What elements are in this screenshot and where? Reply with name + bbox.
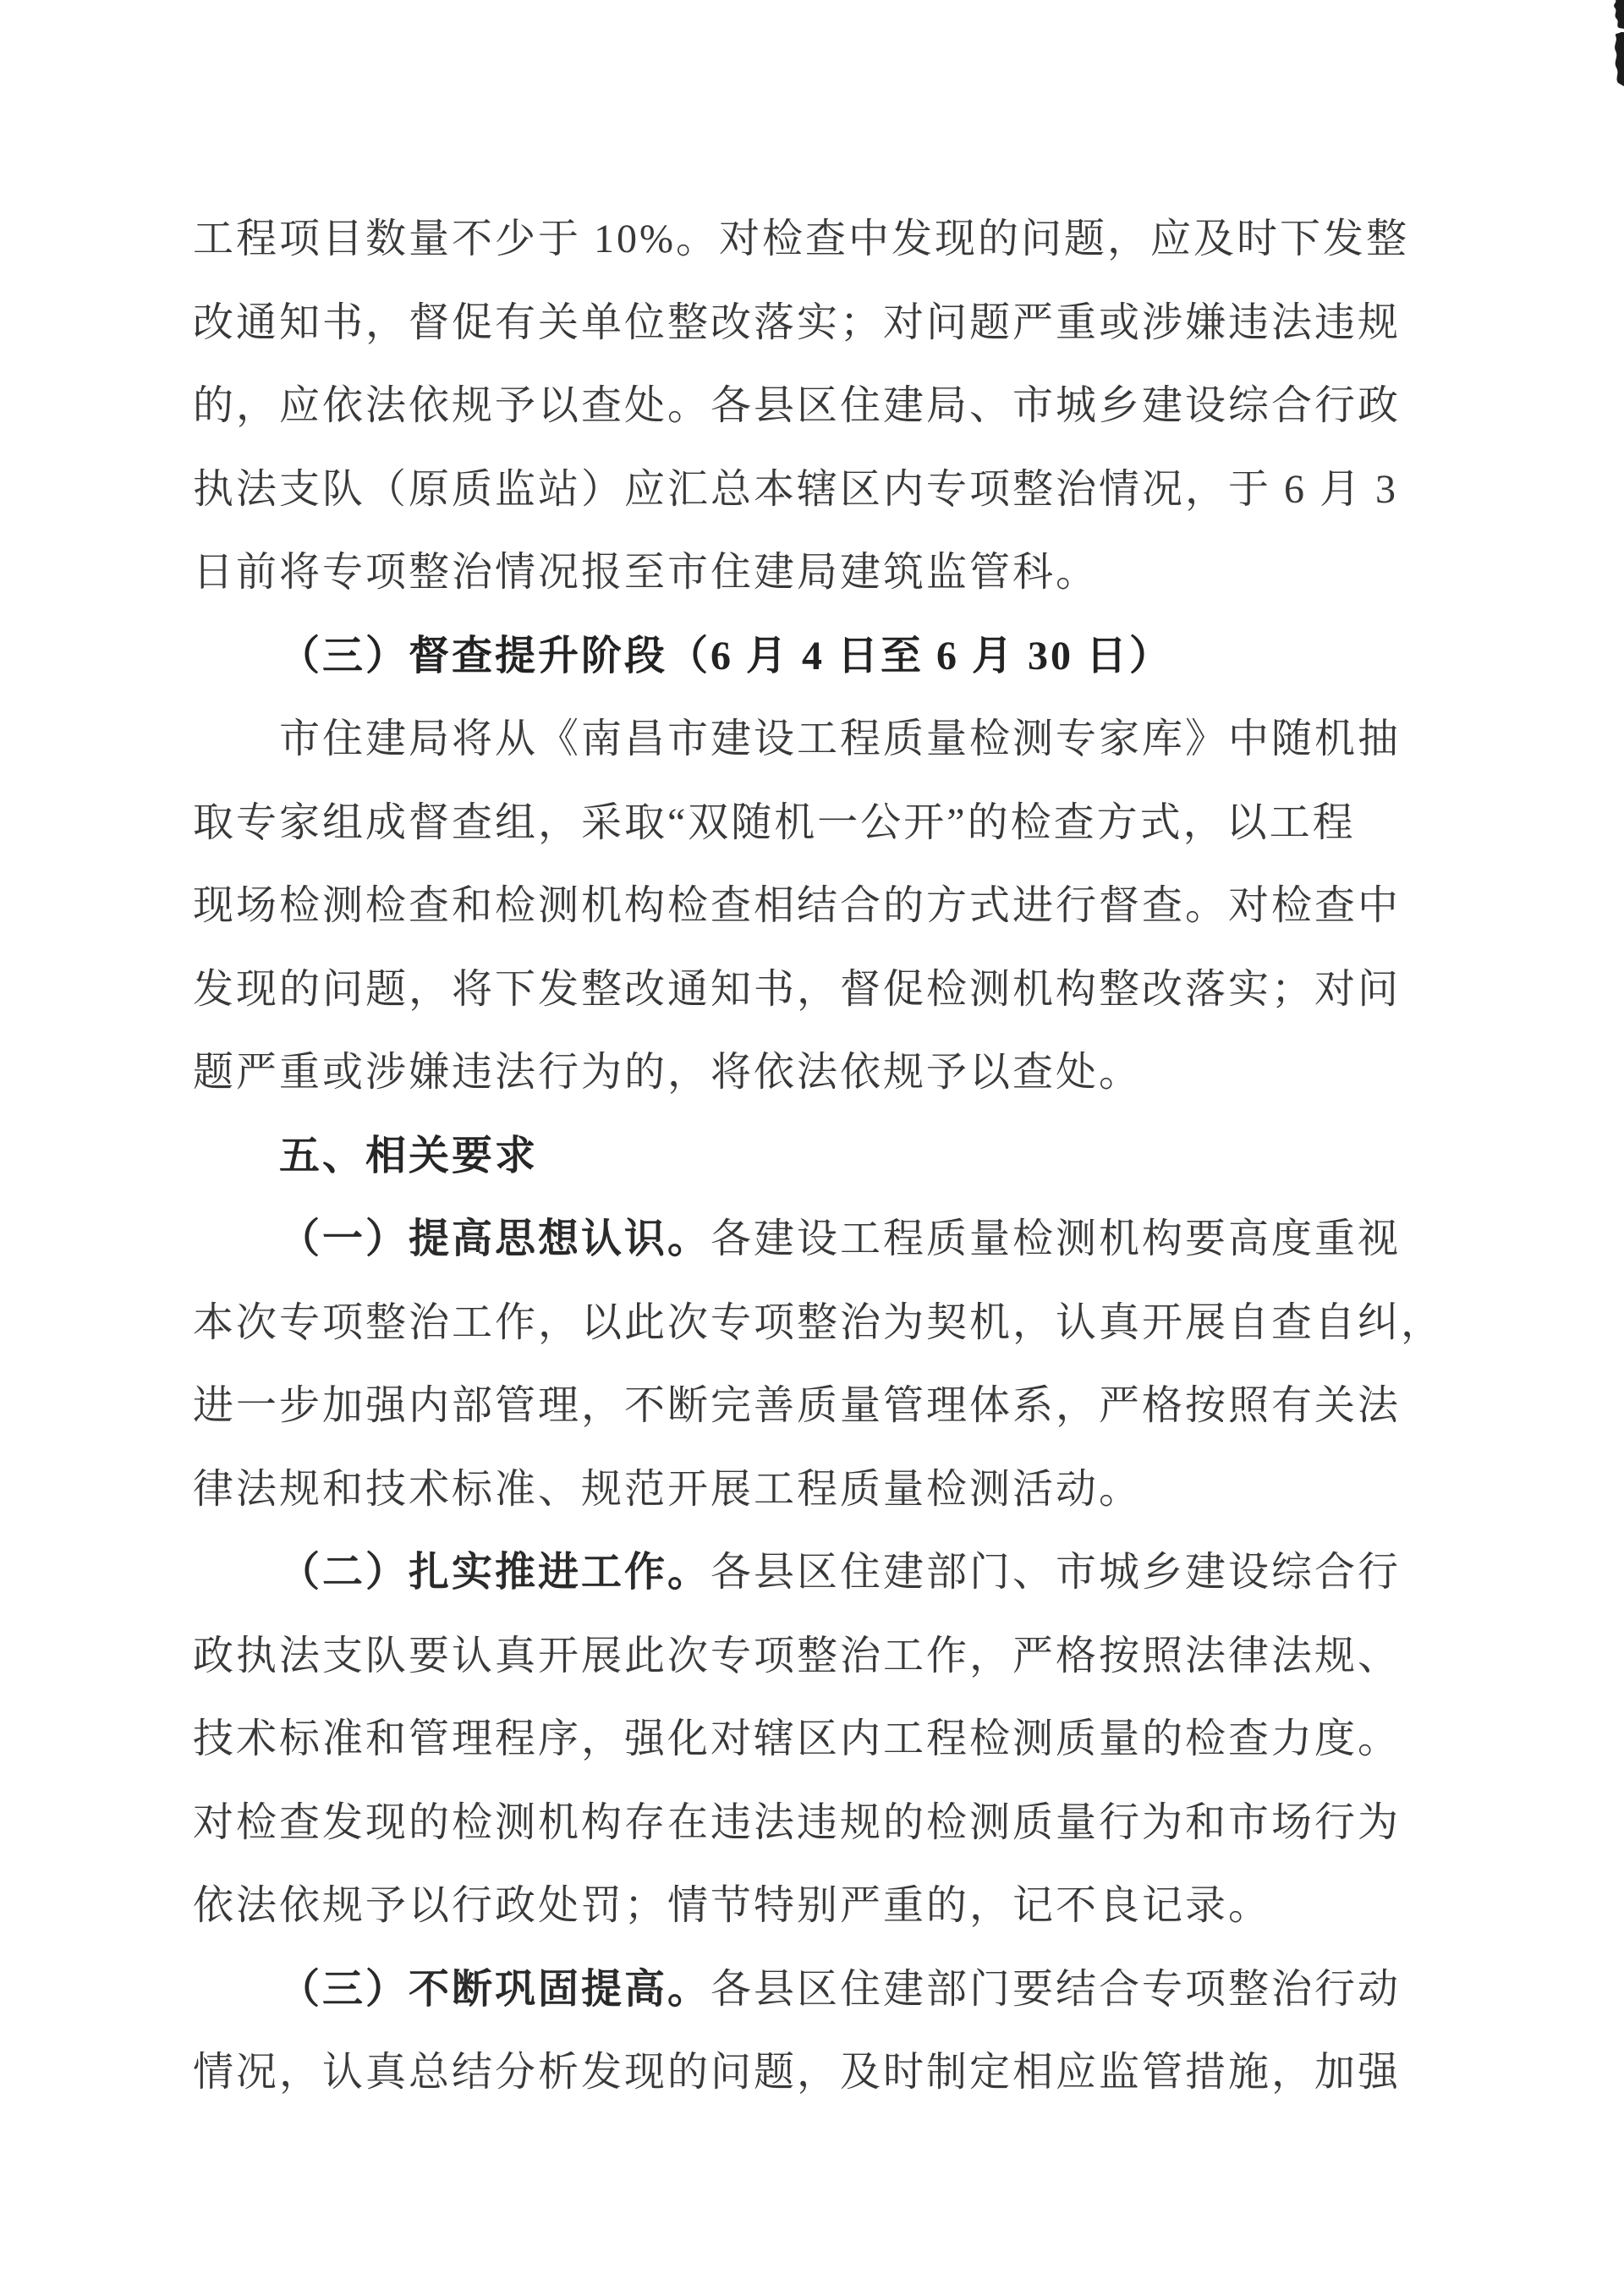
body-line bbox=[193, 282, 1529, 365]
body-text: 政执法支队要认真开展此次专项整治工作，严格按照法律法规、 bbox=[193, 1633, 1402, 1678]
bold-lead: （二）扎实推进工作。 bbox=[279, 1550, 711, 1595]
body-line bbox=[193, 448, 1529, 532]
body-text: 工程项目数量不少于 10%。对检查中发现的问题，应及时下发整 bbox=[193, 217, 1409, 261]
body-text: 取专家组成督查组，采取“双随机一公开”的检查方式，以工程 bbox=[193, 799, 1356, 845]
body-text: 执法支队（原质监站）应汇总本辖区内专项整治情况，于 6 月 3 bbox=[193, 466, 1399, 512]
body-line bbox=[193, 1198, 1529, 1282]
body-line bbox=[193, 1948, 1529, 2032]
body-line bbox=[193, 1615, 1529, 1699]
body-text: 现场检测检查和检测机构检查相结合的方式进行督查。对检查中 bbox=[193, 883, 1402, 928]
body-line bbox=[193, 2031, 1529, 2115]
body-text: 市住建局将从《南昌市建设工程质量检测专家库》中随机抽 bbox=[279, 717, 1402, 761]
body-text: 题严重或涉嫌违法行为的，将依法依规予以查处。 bbox=[193, 1050, 1143, 1095]
heading-related-requirements bbox=[193, 1115, 1529, 1199]
bold-lead: （一）提高思想认识。 bbox=[279, 1217, 711, 1261]
body-text: 本次专项整治工作，以此次专项整治为契机，认真开展自查自纠， bbox=[193, 1299, 1445, 1345]
body-line bbox=[193, 1698, 1529, 1782]
body-text: 的，应依法依规予以查处。各县区住建局、市城乡建设综合行政 bbox=[193, 383, 1402, 428]
body-line bbox=[193, 198, 1529, 282]
body-line bbox=[193, 1531, 1529, 1615]
document-body bbox=[193, 198, 1529, 2115]
body-line bbox=[193, 531, 1529, 615]
scan-ink-smudge-artifact bbox=[1609, 0, 1624, 86]
body-line bbox=[193, 1865, 1529, 1948]
body-text: 改通知书，督促有关单位整改落实；对问题严重或涉嫌违法违规 bbox=[193, 299, 1402, 345]
body-line bbox=[193, 698, 1529, 782]
body-text: 情况，认真总结分析发现的问题，及时制定相应监管措施，加强 bbox=[193, 2050, 1402, 2095]
body-text: 依法依规予以行政处罚；情节特别严重的，记不良记录。 bbox=[193, 1883, 1272, 1928]
body-line bbox=[193, 948, 1529, 1032]
body-line bbox=[193, 1282, 1529, 1365]
heading-supervision-stage bbox=[193, 615, 1529, 699]
body-text: 日前将专项整治情况报至市住建局建筑监管科。 bbox=[193, 550, 1100, 595]
body-line bbox=[193, 1365, 1529, 1448]
body-text: 各县区住建部门要结合专项整治行动 bbox=[710, 1966, 1402, 2012]
body-line bbox=[193, 782, 1529, 865]
body-text: 进一步加强内部管理，不断完善质量管理体系，严格按照有关法 bbox=[193, 1383, 1402, 1428]
body-line bbox=[193, 1782, 1529, 1865]
body-text: 律法规和技术标准、规范开展工程质量检测活动。 bbox=[193, 1466, 1143, 1512]
heading-text: 五、相关要求 bbox=[279, 1133, 539, 1178]
body-line bbox=[193, 365, 1529, 448]
body-text: 对检查发现的检测机构存在违法违规的检测质量行为和市场行为 bbox=[193, 1799, 1402, 1845]
body-text: 各县区住建部门、市城乡建设综合行 bbox=[710, 1550, 1402, 1595]
body-text: 各建设工程质量检测机构要高度重视 bbox=[710, 1217, 1402, 1261]
body-line bbox=[193, 1031, 1529, 1115]
body-text: 发现的问题，将下发整改通知书，督促检测机构整改落实；对问 bbox=[193, 966, 1402, 1012]
body-line bbox=[193, 865, 1529, 948]
heading-text: （三）督查提升阶段（6 月 4 日至 6 月 30 日） bbox=[279, 633, 1173, 678]
body-text: 技术标准和管理程序，强化对辖区内工程检测质量的检查力度。 bbox=[193, 1717, 1402, 1761]
bold-lead: （三）不断巩固提高。 bbox=[279, 1966, 711, 2012]
body-line bbox=[193, 1448, 1529, 1532]
